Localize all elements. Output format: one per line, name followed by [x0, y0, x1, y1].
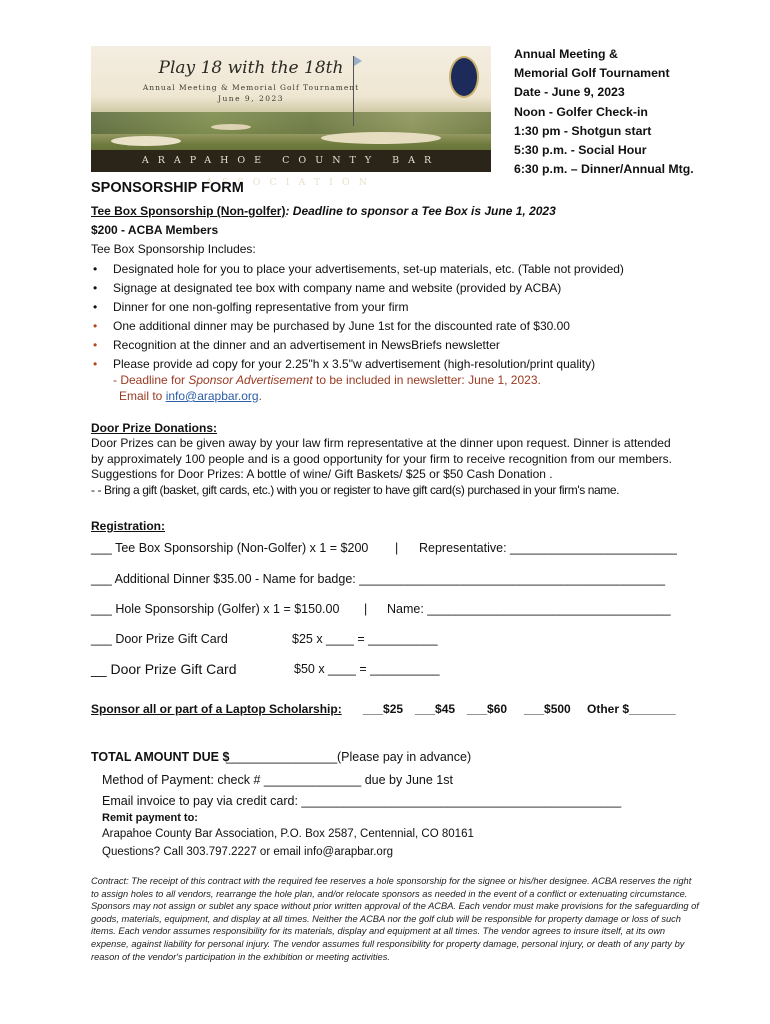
door-prize-line: - - Bring a gift (basket, gift cards, etc.) with you or register to have gift card(s) purchased in your firm's name.	[91, 482, 620, 497]
ad-deadline-suffix: to be included in newsletter: June 1, 2023.	[312, 373, 541, 387]
banner-date: June 9, 2023	[217, 94, 285, 103]
laptop-option-45[interactable]: ___$45	[415, 702, 456, 716]
hole-sponsorship-field[interactable]: ___ Hole Sponsorship (Golfer) x 1 = $150.00	[91, 602, 340, 616]
email-link[interactable]: info@arapbar.org	[165, 389, 259, 403]
event-line: Memorial Golf Tournament	[514, 66, 670, 81]
door-prize-text	[91, 436, 672, 498]
email-note	[119, 389, 262, 403]
tee-box-price: $200 - ACBA Members	[91, 223, 219, 237]
ad-deadline-prefix: - Deadline for	[113, 373, 189, 387]
separator: |	[395, 541, 399, 555]
ad-deadline-note	[113, 373, 541, 387]
list-item: • Signage at designated tee box with company name and website (provided by ACBA)	[91, 280, 624, 299]
representative-field[interactable]: Representative: ________________________	[419, 541, 677, 555]
gift-card-25-label[interactable]: ___ Door Prize Gift Card	[91, 632, 228, 646]
list-item: • One additional dinner may be purchased by June 1st for the discounted rate of $30.00	[91, 318, 624, 337]
email-prefix: Email to	[119, 389, 166, 403]
page-title: SPONSORSHIP FORM	[91, 180, 244, 196]
tee-box-includes: Tee Box Sponsorship Includes:	[91, 242, 256, 256]
total-amount-field[interactable]: ________________	[226, 750, 338, 764]
banner-bunker	[111, 136, 181, 146]
gift-card-50-label[interactable]: __ Door Prize Gift Card	[91, 661, 237, 677]
list-item: • Dinner for one non-golfing representative from your firm	[91, 299, 624, 318]
total-note: (Please pay in advance)	[337, 750, 472, 764]
tee-box-registration-field[interactable]: ___ Tee Box Sponsorship (Non-Golfer) x 1 = $200	[91, 541, 369, 555]
event-line: Annual Meeting &	[514, 47, 618, 61]
event-line: 6:30 p.m. – Dinner/Annual Mtg.	[514, 162, 694, 177]
door-prize-line: Suggestions for Door Prizes: A bottle of wine/ Gift Baskets/ $25 or $50 Cash Donation .	[91, 467, 553, 482]
banner-bunker	[211, 124, 251, 130]
event-line: Date - June 9, 2023	[514, 85, 625, 100]
event-line: 5:30 p.m. - Social Hour	[514, 143, 647, 158]
list-item: • Recognition at the dinner and an advertisement in NewsBriefs newsletter	[91, 337, 624, 356]
gift-card-25-calc[interactable]: $25 x ____ = __________	[292, 632, 438, 646]
remit-heading: Remit payment to:	[102, 812, 198, 824]
banner-subtitle: Annual Meeting & Memorial Golf Tournament	[142, 83, 360, 92]
list-item: • Please provide ad copy for your 2.25"h x 3.5"w advertisement (high-resolution/print quality)	[91, 356, 624, 375]
laptop-option-25[interactable]: ___$25	[363, 702, 404, 716]
laptop-option-500[interactable]: ___$500	[524, 702, 571, 716]
list-item: • Designated hole for you to place your advertisements, set-up materials, etc. (Table not provided)	[91, 261, 624, 280]
door-prize-heading: Door Prize Donations:	[91, 421, 218, 435]
total-amount-label: TOTAL AMOUNT DUE $	[91, 750, 230, 764]
registration-heading: Registration:	[91, 519, 166, 533]
laptop-option-60[interactable]: ___$60	[467, 702, 508, 716]
remit-address: Arapahoe County Bar Association, P.O. Box 2587, Centennial, CO 80161	[102, 828, 474, 840]
separator: |	[364, 602, 368, 616]
door-prize-line: by approximately 100 people and is a good opportunity for your firm to receive recognition from our members.	[91, 451, 672, 466]
email-invoice-field[interactable]: Email invoice to pay via credit card: ______________________________________________	[102, 794, 622, 808]
bar-association-seal-icon	[449, 56, 479, 98]
laptop-scholarship-label: Sponsor all or part of a Laptop Scholarship:	[91, 702, 342, 716]
tee-box-benefits-list	[91, 261, 624, 375]
banner-title: Play 18 with the 18th	[158, 58, 344, 78]
event-line: 1:30 pm - Shotgun start	[514, 123, 652, 138]
golfer-name-field[interactable]: Name: ___________________________________	[387, 602, 671, 616]
event-line: Noon - Golfer Check-in	[514, 104, 648, 119]
tee-box-heading: Tee Box Sponsorship (Non-golfer)	[91, 204, 286, 218]
gift-card-50-calc[interactable]: $50 x ____ = __________	[294, 662, 440, 676]
event-schedule	[514, 45, 694, 179]
additional-dinner-field[interactable]: ___ Additional Dinner $35.00 - Name for badge: ____________________________________________	[91, 572, 666, 586]
payment-method-field[interactable]: Method of Payment: check # ______________ due by June 1st	[102, 773, 453, 787]
contract-terms: Contract: The receipt of this contract with the required fee reserves a hole sponsorship for the signee or his/her designee. ACBA reserves the right to assign holes to all vendors, rearrange the hole plan, and/or relocate sponsors as needed in the event of a conflict or extenuating circumstance. Sponsors may not assign or sublet any space without prior written approval of the ACBA. Each vendor must make provisions for the safeguarding of goods, materials, equipment, and display at all times. Neither the ACBA nor the golf club will be responsible for property damage or loss of such items. Each vendor assumes responsibility for its materials, display and equipment at all times. The vendor agrees to insure itself, at its own expense, against liability for personal injury. The vendor assumes full responsibility for property damage, personal injury, or death of any party by reason of the vendor's participation in the exhibition or meeting activities.	[91, 876, 699, 962]
laptop-option-other[interactable]: Other $_______	[587, 702, 676, 716]
contact-questions: Questions? Call 303.797.2227 or email info@arapbar.org	[102, 846, 394, 858]
email-suffix: .	[258, 389, 262, 403]
tee-box-deadline: : Deadline to sponsor a Tee Box is June 1, 2023	[285, 204, 556, 218]
banner-trees	[91, 112, 491, 134]
banner-bunker	[321, 132, 441, 144]
ad-deadline-italic: Sponsor Advertisement	[188, 373, 313, 387]
tee-box-heading-line	[91, 204, 556, 218]
banner-footer: ARAPAHOE COUNTY BAR ASSOCIATION	[91, 150, 491, 172]
door-prize-line: Door Prizes can be given away by your law firm representative at the dinner upon request. Dinner is attended	[91, 436, 671, 450]
